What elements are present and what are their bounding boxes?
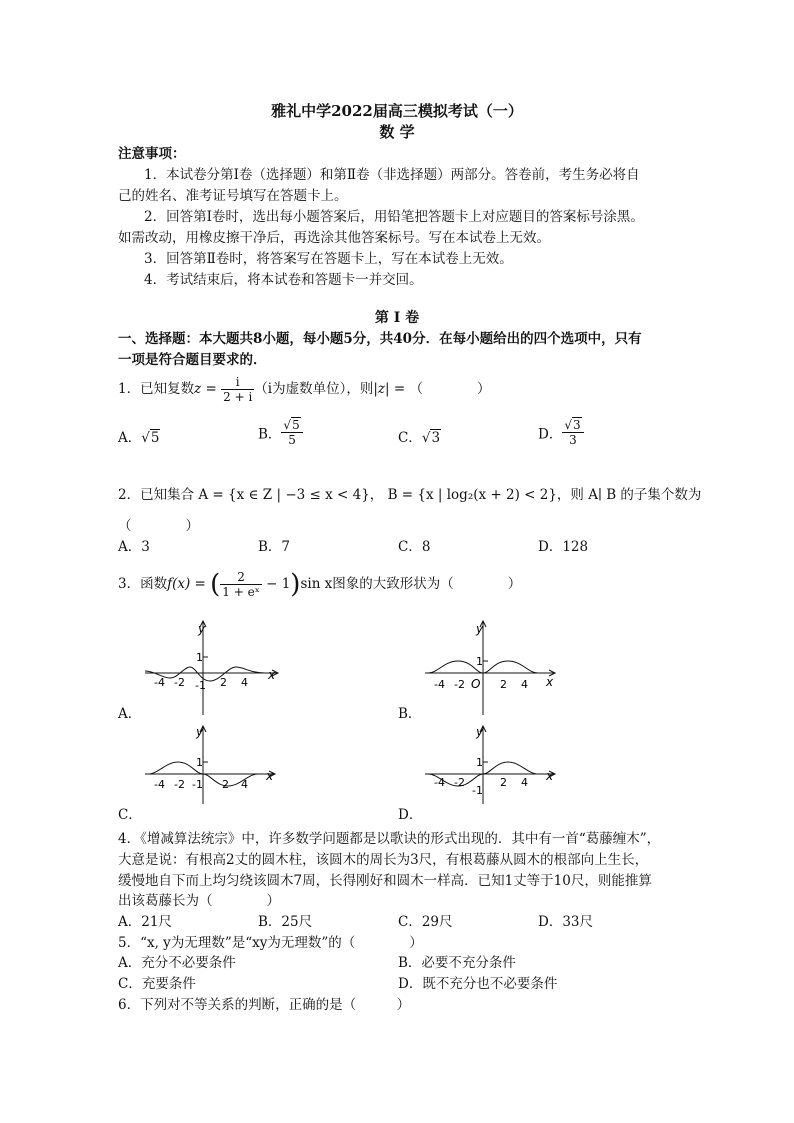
tick-label: 2 <box>222 778 229 791</box>
notice-item: 如需改动，用橡皮擦干净后，再选涂其他答案标号。写在本试卷上无效。 <box>118 230 550 246</box>
q5-option-a: A．充分不必要条件 <box>118 955 236 971</box>
q1-denominator: 2 + i <box>223 390 253 404</box>
q2-option-a: A．3 <box>118 539 150 555</box>
exam-title: 雅礼中学2022届高三模拟考试（一） <box>271 102 523 120</box>
option-label: D． <box>538 426 563 443</box>
q1-lead: 1．已知复数 <box>118 381 195 397</box>
tick-label: -4 <box>154 778 165 791</box>
option-label: A． <box>118 430 142 446</box>
option-label: C． <box>398 430 422 446</box>
q3-option-c-label: C． <box>118 807 142 823</box>
option-label: B． <box>258 426 282 443</box>
q5-option-b: B．必要不充分条件 <box>398 955 516 971</box>
q1-option-b <box>258 418 303 447</box>
option-fraction: $\frac{√3}{3}$ <box>562 418 583 447</box>
question-4-line: 缓慢地自下而上均匀绕该圆木7周，长得刚好和圆木一样高．已知1丈等于10尺，则能推算 <box>118 873 652 889</box>
q2-option-c: C．8 <box>398 539 431 555</box>
q4-option-b: B．25尺 <box>258 914 313 930</box>
section-heading-cont: 一项是符合题目要求的． <box>118 352 267 368</box>
q1-numerator: i <box>221 375 254 390</box>
q3-option-b-label: B． <box>398 706 422 722</box>
x-axis-label: x <box>268 668 276 682</box>
option-fraction: $\frac{√5}{5}$ <box>281 418 302 447</box>
y-axis-label: y <box>476 725 484 739</box>
tick-label: -2 <box>454 678 465 691</box>
q5-option-d: D．既不充分也不必要条件 <box>398 976 558 992</box>
question-4-line: 4．《增减算法统宗》中，许多数学问题都是以歌诀的形式出现的．其中有一首“葛藤缠木”， <box>118 831 661 847</box>
option-root: 5 <box>150 430 160 446</box>
graph-b <box>420 615 570 715</box>
option-root: 5 <box>292 418 300 432</box>
q3-fx: f(x) = <box>167 576 211 592</box>
q1-option-d <box>538 418 584 447</box>
notice-item: 己的姓名、准考证号填写在答题卡上。 <box>118 188 348 204</box>
tick-label: -2 <box>174 778 185 791</box>
q4-option-d: D．33尺 <box>538 914 594 930</box>
tick-label: 1 <box>196 756 203 769</box>
graph-c <box>140 722 290 804</box>
tick-label: -1 <box>192 778 203 791</box>
tick-label: 4 <box>241 676 248 689</box>
q3-option-a-label: A． <box>118 706 142 722</box>
q3-option-d-label: D． <box>398 807 423 823</box>
question-4-line: 出该葛藤长为（ ） <box>118 893 280 909</box>
option-den: 3 <box>569 433 577 447</box>
q3-fraction <box>220 570 262 599</box>
tick-label: -2 <box>454 776 465 789</box>
question-2: 2．已知集合 A = {x ∈ Z | −3 ≤ x < 4}， B = {x | log₂(x + 2) < 2}，则 A∣ B 的子集个数为 <box>118 487 702 503</box>
x-axis-label: x <box>546 675 554 689</box>
q1-eq: = <box>201 381 222 397</box>
q3-denominator: 1 + eˣ <box>222 585 260 599</box>
question-1 <box>118 372 490 406</box>
q1-fraction <box>221 375 254 404</box>
x-axis-label: x <box>266 769 274 783</box>
tick-label: -4 <box>154 676 165 689</box>
q3-tail: sin x图象的大致形状为（ ） <box>300 576 522 592</box>
graph-a-axes <box>145 621 278 715</box>
notice-item: 3．回答第Ⅱ卷时，将答案写在答题卡上，写在本试卷上无效。 <box>144 251 513 267</box>
subject-title: 数 学 <box>379 123 415 141</box>
q1-var: z <box>194 381 202 397</box>
notice-item: 1．本试卷分第Ⅰ卷（选择题）和第Ⅱ卷（非选择题）两部分。答卷前，考生务必将自 <box>144 167 640 183</box>
tick-label: 4 <box>241 778 248 791</box>
tick-label: -2 <box>174 676 185 689</box>
tick-label: -1 <box>195 679 206 692</box>
question-4-line: 大意是说：有根高2丈的圆木柱，该圆木的周长为3尺，有根葛藤从圆木的根部向上生长， <box>118 852 649 868</box>
question-3: 3．函数f(x) = ( $\frac{2}{\text{1 + eˣ}}$ − 1)sin x图象的大致形状为（ ） <box>118 569 522 600</box>
tick-label: 1 <box>476 655 483 668</box>
x-axis-label: x <box>546 769 554 783</box>
y-axis-label: y <box>198 622 206 636</box>
q2-option-b: B．7 <box>258 539 291 555</box>
tick-label: 2 <box>500 776 507 789</box>
graph-c-axes <box>145 726 275 804</box>
q2-answer-paren: （ ） <box>118 518 199 534</box>
graph-b-axes <box>425 621 555 715</box>
tick-label: 2 <box>500 678 507 691</box>
tick-label: 4 <box>521 678 528 691</box>
tick-label: 2 <box>220 676 227 689</box>
question-6: 6．下列对不等关系的判断，正确的是（ ） <box>118 997 411 1013</box>
q1-tail: = （ ） <box>389 381 491 397</box>
q4-option-a: A．21尺 <box>118 914 172 930</box>
notice-item: 4．考试结束后，将本试卷和答题卡一并交回。 <box>144 272 423 288</box>
q1-abs: |z| <box>373 381 390 397</box>
q5-option-c: C．充要条件 <box>118 976 196 992</box>
part-heading: 第 Ⅰ 卷 <box>374 310 420 326</box>
origin-label: O <box>471 677 481 691</box>
q1-mid: （i为虚数单位），则 <box>254 381 374 397</box>
q3-minus-one: − 1 <box>261 576 291 592</box>
q3-numerator: 2 <box>220 570 262 585</box>
graph-d-axes <box>425 726 555 804</box>
q3-lead: 3．函数 <box>118 576 168 592</box>
option-den: 5 <box>288 433 296 447</box>
tick-label: 1 <box>196 651 203 664</box>
notice-item: 2．回答第Ⅰ卷时，选出每小题答案后，用铅笔把答题卡上对应题目的答案标号涂黑。 <box>144 209 644 225</box>
graph-d <box>420 722 570 804</box>
y-axis-label: y <box>196 725 204 739</box>
q1-option-c: C．√3 <box>398 430 441 446</box>
tick-label: -4 <box>434 678 445 691</box>
q2-option-d: D．128 <box>538 539 589 555</box>
option-root: 3 <box>431 430 441 446</box>
option-root: 3 <box>572 418 581 432</box>
y-axis-label: y <box>476 622 484 636</box>
tick-label: 4 <box>521 776 528 789</box>
tick-label: -4 <box>434 776 445 789</box>
question-5: 5．“x, y为无理数”是“xy为无理数”的（ ） <box>118 935 423 951</box>
q4-option-c: C．29尺 <box>398 914 453 930</box>
section-heading: 一、选择题：本大题共8小题，每小题5分，共40分．在每小题给出的四个选项中，只有 <box>118 331 642 347</box>
notice-heading: 注意事项： <box>118 146 186 162</box>
q1-option-a: A．√5 <box>118 430 160 446</box>
tick-label: 1 <box>476 756 483 769</box>
graph-a <box>140 615 290 715</box>
tick-label: -1 <box>472 784 483 797</box>
